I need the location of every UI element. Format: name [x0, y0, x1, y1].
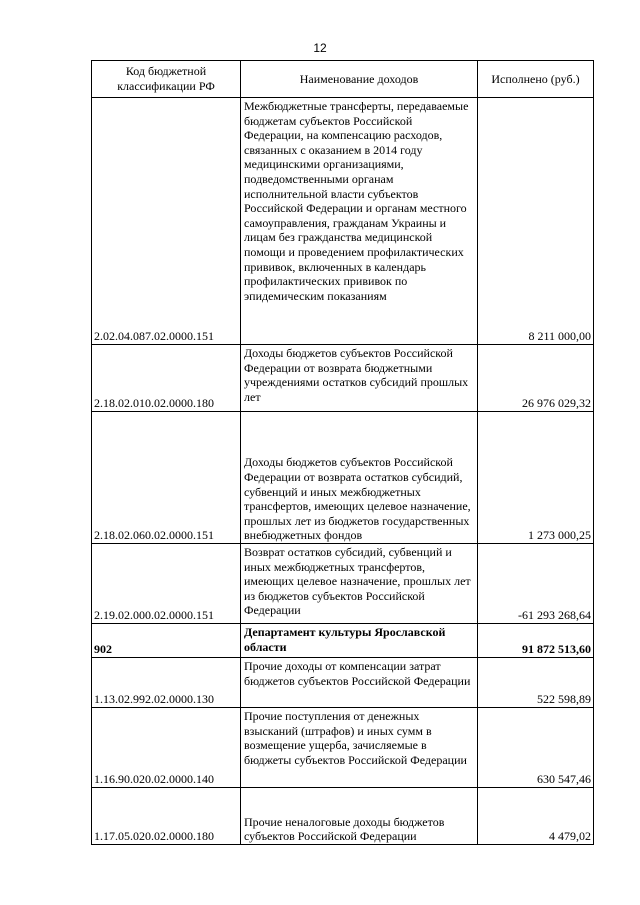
department-amount-cell: 91 872 513,60	[478, 624, 594, 658]
page-number: 12	[313, 41, 327, 55]
revenue-name-cell: Доходы бюджетов субъектов Российской Федерации от возврата остатков субсидий, субвенций и иных межбюджетных трансфертов, имеющих целевое назначение, прошлых лет из бюджетов государственных внебюджетных фондов	[241, 412, 478, 544]
revenue-name-cell: Прочие поступления от денежных взысканий (штрафов) и иных сумм в возмещение ущерба, зачисляемые в бюджеты субъектов Российской Федерации	[241, 708, 478, 788]
column-header-amount: Исполнено (руб.)	[478, 61, 594, 98]
column-header-code: Код бюджетной классификации РФ	[92, 61, 241, 98]
budget-code-cell: 1.16.90.020.02.0000.140	[92, 708, 241, 788]
budget-code-cell: 2.19.02.000.02.0000.151	[92, 544, 241, 624]
budget-code-cell: 2.18.02.060.02.0000.151	[92, 412, 241, 544]
table-row	[92, 345, 594, 412]
table-row	[92, 98, 594, 345]
amount-cell: 1 273 000,25	[478, 412, 594, 544]
revenue-name-cell: Прочие доходы от компенсации затрат бюджетов субъектов Российской Федерации	[241, 658, 478, 708]
amount-cell: 630 547,46	[478, 708, 594, 788]
budget-code-cell: 1.17.05.020.02.0000.180	[92, 788, 241, 845]
amount-cell: 26 976 029,32	[478, 345, 594, 412]
budget-code-cell: 2.18.02.010.02.0000.180	[92, 345, 241, 412]
department-name-cell: Департамент культуры Ярославской области	[241, 624, 478, 658]
revenue-name-cell: Межбюджетные трансферты, передаваемые бюджетам субъектов Российской Федерации, на компенсацию расходов, связанных с оказанием в 2014 году медицинскими организациями, подведомственными органам исполнительной власти субъектов Российской Федерации и органам местного самоуправления, гражданам Украины и лицам без гражданства медицинской помощи и проведением профилактических прививок, включенных в календарь профилактических прививок по эпидемическим показаниям	[241, 98, 478, 345]
amount-cell: 522 598,89	[478, 658, 594, 708]
table-row	[92, 708, 594, 788]
table-row	[92, 658, 594, 708]
revenue-name-cell: Доходы бюджетов субъектов Российской Федерации от возврата бюджетными учреждениями остатков субсидий прошлых лет	[241, 345, 478, 412]
revenue-name-cell: Прочие неналоговые доходы бюджетов субъектов Российской Федерации	[241, 788, 478, 845]
revenue-name-cell: Возврат остатков субсидий, субвенций и иных межбюджетных трансфертов, имеющих целевое назначение, прошлых лет из бюджетов субъектов Российской Федерации	[241, 544, 478, 624]
amount-cell: 4 479,02	[478, 788, 594, 845]
table-row	[92, 412, 594, 544]
amount-cell: -61 293 268,64	[478, 544, 594, 624]
column-header-name: Наименование доходов	[241, 61, 478, 98]
amount-cell: 8 211 000,00	[478, 98, 594, 345]
department-row	[92, 624, 594, 658]
budget-code-cell: 2.02.04.087.02.0000.151	[92, 98, 241, 345]
table-row	[92, 788, 594, 845]
table-header-row	[92, 61, 594, 98]
department-code-cell: 902	[92, 624, 241, 658]
table-row	[92, 544, 594, 624]
budget-code-cell: 1.13.02.992.02.0000.130	[92, 658, 241, 708]
revenue-table	[91, 60, 594, 845]
